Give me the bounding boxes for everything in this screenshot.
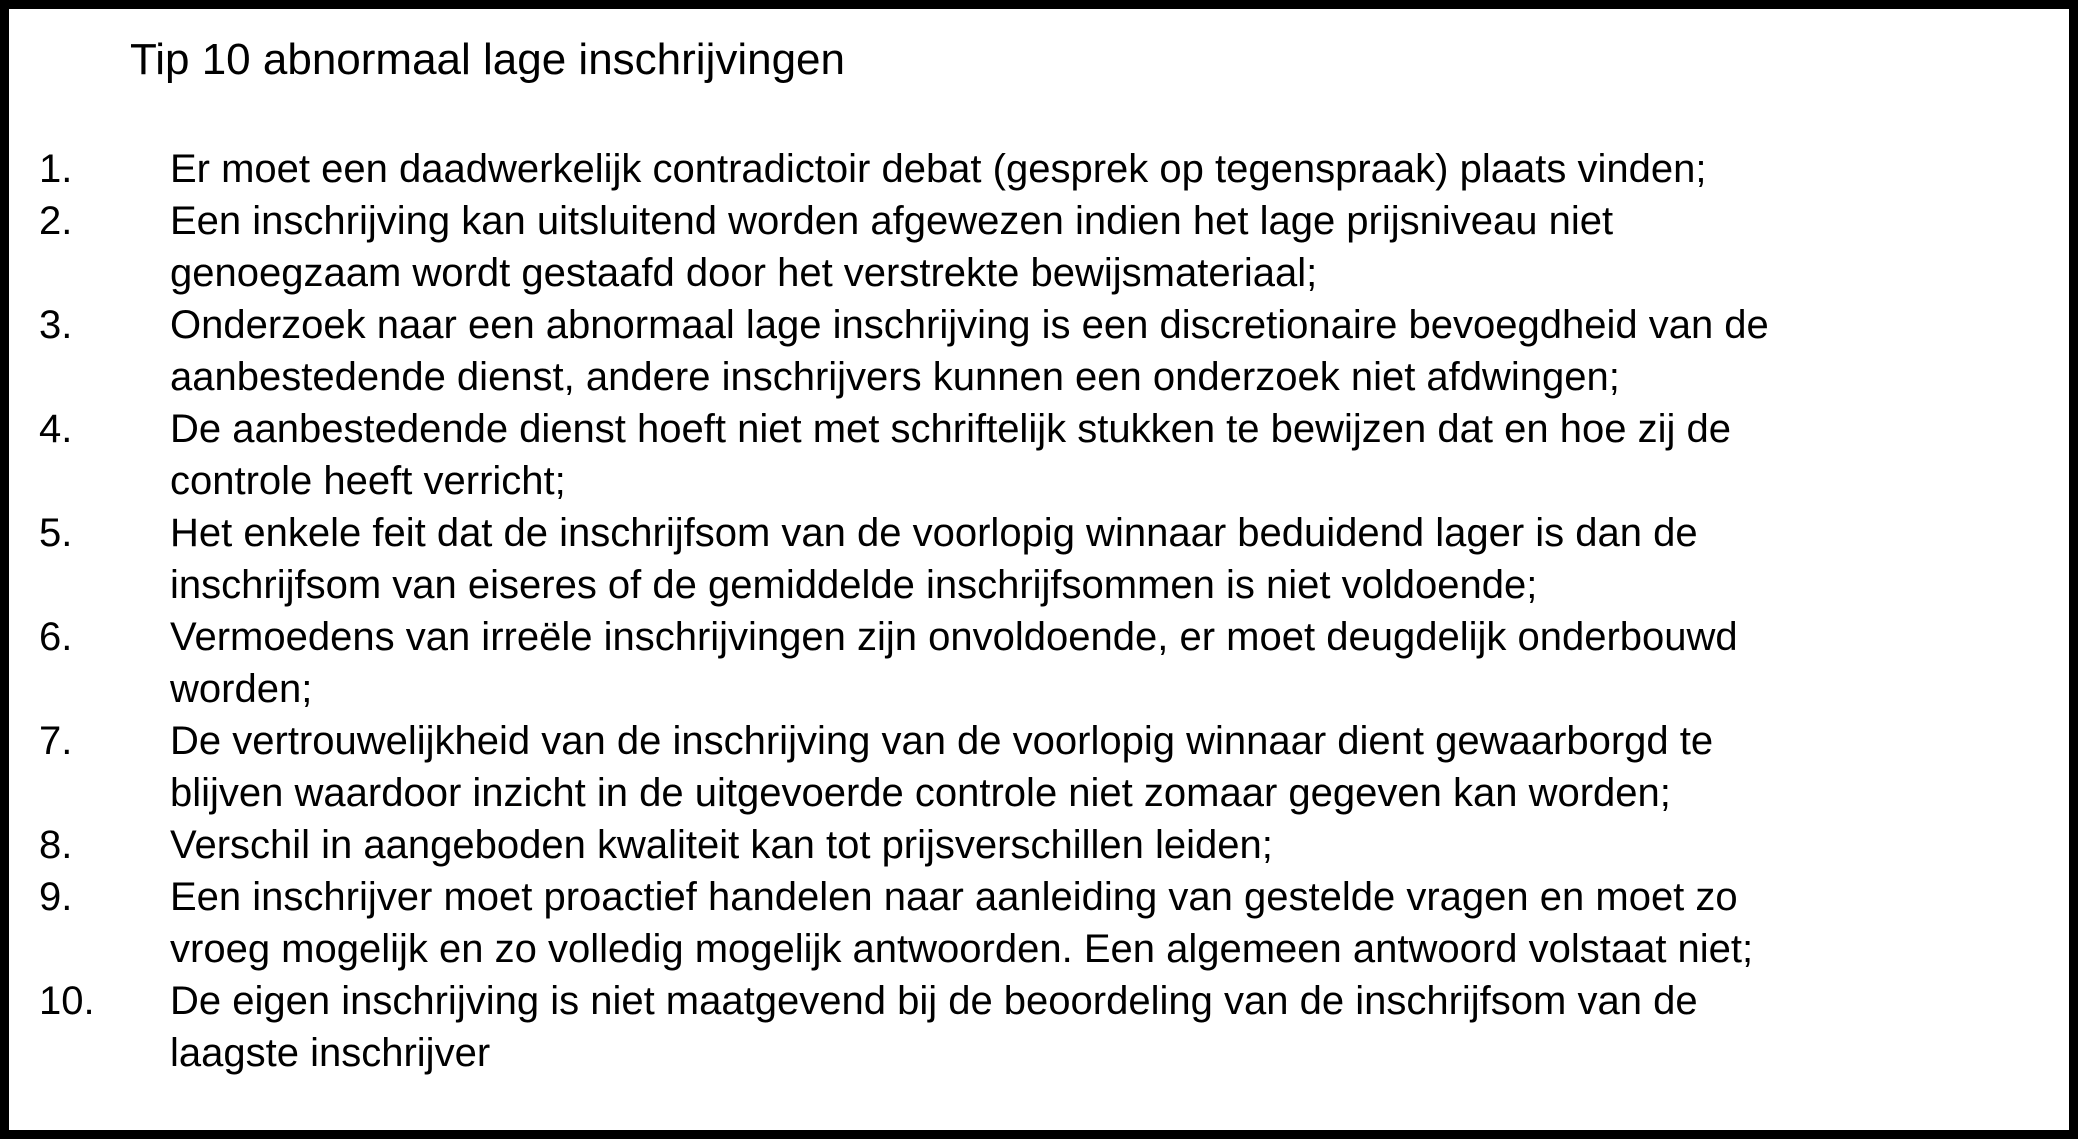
- item-number: 7.: [39, 719, 73, 763]
- item-number: 1.: [39, 147, 73, 191]
- list-item: [39, 143, 2059, 195]
- item-number: 9.: [39, 875, 73, 919]
- list-item: [39, 975, 2059, 1079]
- list-item: [39, 507, 2059, 611]
- item-text: Een inschrijver moet proactief handelen naar aanleiding van gestelde vragen en moet zo vroeg mogelijk en zo volledig mogelijk antwoorden. Een algemeen antwoord volstaat niet;: [170, 875, 1754, 971]
- list-item: [39, 195, 2059, 299]
- item-number: 8.: [39, 823, 73, 867]
- list-item: [39, 819, 2059, 871]
- slide-title: Tip 10 abnormaal lage inschrijvingen: [130, 35, 845, 84]
- item-number: 2.: [39, 199, 73, 243]
- item-text: Er moet een daadwerkelijk contradictoir debat (gesprek op tegenspraak) plaats vinden;: [170, 147, 1707, 191]
- tip-list: [39, 143, 2059, 1079]
- item-text: Onderzoek naar een abnormaal lage inschrijving is een discretionaire bevoegdheid van de aanbestedende dienst, andere inschrijvers kunnen een onderzoek niet afdwingen;: [170, 303, 1769, 399]
- item-text: De vertrouwelijkheid van de inschrijving van de voorlopig winnaar dient gewaarborgd te blijven waardoor inzicht in de uitgevoerde controle niet zomaar gegeven kan worden;: [170, 719, 1714, 815]
- item-number: 10.: [39, 979, 95, 1023]
- list-item: [39, 715, 2059, 819]
- item-text: De eigen inschrijving is niet maatgevend bij de beoordeling van de inschrijfsom van de laagste inschrijver: [170, 979, 1698, 1075]
- list-item: [39, 299, 2059, 403]
- item-number: 5.: [39, 511, 73, 555]
- list-item: [39, 611, 2059, 715]
- item-text: Vermoedens van irreële inschrijvingen zijn onvoldoende, er moet deugdelijk onderbouwd worden;: [170, 615, 1738, 711]
- list-item: [39, 871, 2059, 975]
- list-item: [39, 403, 2059, 507]
- item-number: 4.: [39, 407, 73, 451]
- item-number: 3.: [39, 303, 73, 347]
- item-text: Het enkele feit dat de inschrijfsom van de voorlopig winnaar beduidend lager is dan de inschrijfsom van eiseres of de gemiddelde inschrijfsommen is niet voldoende;: [170, 511, 1698, 607]
- item-text: De aanbestedende dienst hoeft niet met schriftelijk stukken te bewijzen dat en hoe zij de controle heeft verricht;: [170, 407, 1731, 503]
- item-text: Verschil in aangeboden kwaliteit kan tot prijsverschillen leiden;: [170, 823, 1273, 867]
- item-number: 6.: [39, 615, 73, 659]
- item-text: Een inschrijving kan uitsluitend worden afgewezen indien het lage prijsniveau niet genoegzaam wordt gestaafd door het verstrekte bewijsmateriaal;: [170, 199, 1614, 295]
